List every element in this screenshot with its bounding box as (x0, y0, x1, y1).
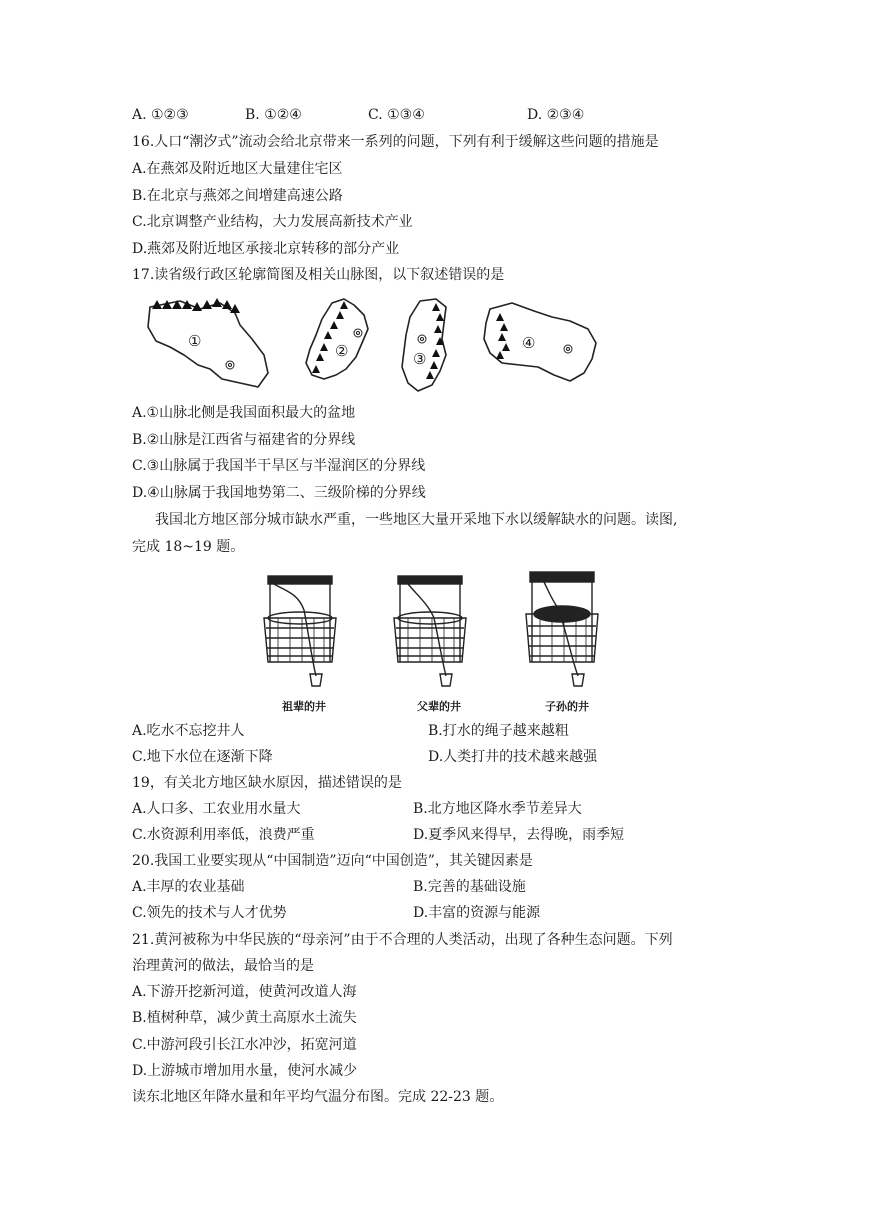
intro-18-19-line2: 完成 18~19 题。 (132, 539, 245, 555)
map-label-3: ③ (413, 350, 427, 368)
q21-option-c: C.中游河段引长江水冲沙，拓宽河道 (132, 1037, 357, 1053)
q18-option-c: C.地下水位在逐渐下降 (132, 749, 273, 765)
q20-option-a: A.丰厚的农业基础 (132, 879, 245, 895)
mountain-range-4 (496, 313, 510, 359)
q17-option-d: D.④山脉属于我国地势第二、三级阶梯的分界线 (132, 485, 426, 501)
mountain-range-1 (152, 298, 240, 313)
q20-option-d: D.丰富的资源与能源 (413, 905, 541, 921)
capital-marker-4 (564, 345, 572, 353)
intro-18-19-line1: 我国北方地区部分城市缺水严重，一些地区大量开采地下水以缓解缺水的问题。读图, (155, 512, 678, 528)
q21-option-d: D.上游城市增加用水量，使河水减少 (132, 1063, 358, 1079)
q16-option-d: D.燕郊及附近地区承接北京转移的部分产业 (132, 241, 400, 257)
q19-option-d: D.夏季风来得早，去得晚，雨季短 (413, 827, 625, 843)
q17-option-a: A.①山脉北侧是我国面积最大的盆地 (132, 405, 356, 421)
mountain-range-2 (312, 301, 348, 373)
q16-option-c: C.北京调整产业结构，大力发展高新技术产业 (132, 214, 413, 230)
capital-marker-3 (418, 335, 426, 343)
q15-option-a: A. ①②③ (132, 107, 189, 123)
q21-stem-line2: 治理黄河的做法，最恰当的是 (132, 958, 314, 974)
q17-option-b: B.②山脉是江西省与福建省的分界线 (132, 432, 356, 448)
map-label-4: ④ (522, 334, 536, 352)
q16-option-a: A.在燕郊及附近地区大量建住宅区 (132, 161, 343, 177)
well-parents (394, 576, 466, 686)
well-caption-2: 父辈的井 (417, 700, 461, 713)
q18-option-a: A.吃水不忘挖井人 (132, 723, 245, 739)
q19-option-a: A.人口多、工农业用水量大 (132, 801, 301, 817)
q20-option-b: B.完善的基础设施 (413, 879, 526, 895)
q17-option-c: C.③山脉属于我国半干旱区与半湿润区的分界线 (132, 458, 426, 474)
q15-option-b: B. ①②④ (245, 107, 302, 123)
well-descendants (526, 572, 598, 686)
q19-option-b: B.北方地区降水季节差异大 (413, 801, 582, 817)
well-grandparents (264, 576, 336, 686)
province-maps-figure (140, 295, 610, 395)
well-caption-3: 子孙的井 (545, 700, 589, 713)
q15-option-d: D. ②③④ (527, 107, 585, 123)
map-label-2: ② (335, 342, 349, 360)
q19-stem: 19，有关北方地区缺水原因，描述错误的是 (132, 775, 402, 791)
q19-option-c: C.水资源利用率低，浪费严重 (132, 827, 315, 843)
q20-option-c: C.领先的技术与人才优势 (132, 905, 287, 921)
q17-stem: 17.读省级行政区轮廓简图及相关山脉图，以下叙述错误的是 (132, 267, 505, 283)
q18-option-d: D.人类打井的技术越来越强 (428, 749, 598, 765)
intro-22-23: 读东北地区年降水量和年平均气温分布图。完成 22-23 题。 (132, 1089, 504, 1105)
q16-option-b: B.在北京与燕郊之间增建高速公路 (132, 188, 343, 204)
q21-stem-line1: 21.黄河被称为中华民族的“母亲河”由于不合理的人类活动，出现了各种生态问题。下列 (132, 932, 673, 948)
capital-marker-1 (226, 361, 234, 369)
q21-option-b: B.植树种草，减少黄土高原水土流失 (132, 1010, 357, 1026)
province-outline-1 (148, 301, 268, 387)
well-caption-1: 祖辈的井 (282, 700, 326, 713)
capital-marker-2 (354, 329, 362, 337)
q18-option-b: B.打水的绳子越来越粗 (428, 723, 569, 739)
map-label-1: ① (188, 332, 202, 350)
q21-option-a: A.下游开挖新河道，使黄河改道人海 (132, 984, 357, 1000)
q20-stem: 20.我国工业要实现从“中国制造”迈向“中国创造”，其关键因素是 (132, 853, 533, 869)
wells-figure (258, 570, 618, 695)
q15-option-c: C. ①③④ (368, 107, 425, 123)
q16-stem: 16.人口“潮汐式”流动会给北京带来一系列的问题，下列有利于缓解这些问题的措施是 (132, 134, 659, 150)
